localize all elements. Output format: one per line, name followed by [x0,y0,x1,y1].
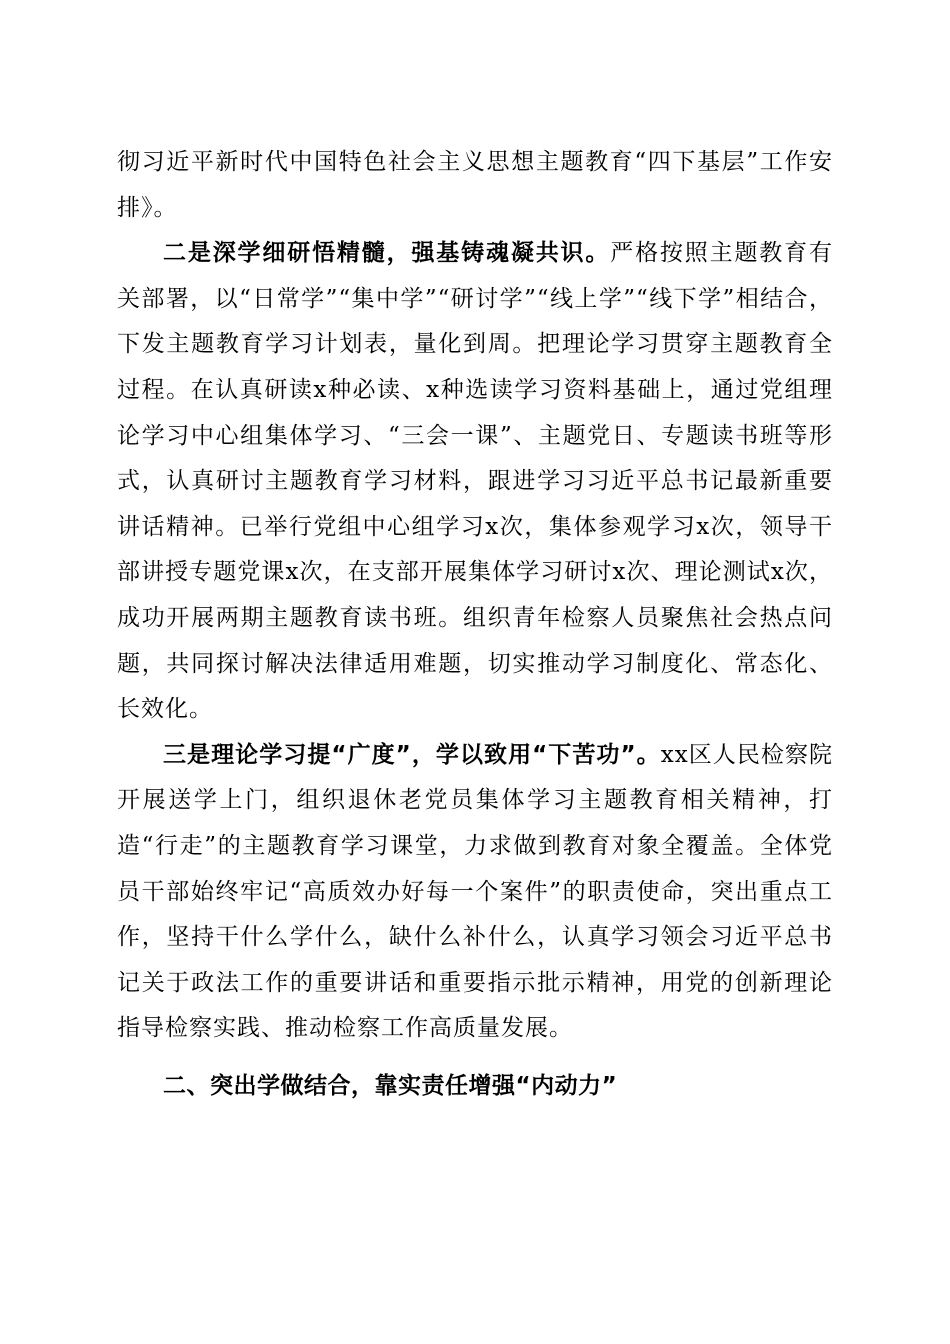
paragraph-body: xx区人民检察院开展送学上门，组织退休老党员集体学习主题教育相关精神，打造“行走”的主题教育学习课堂，力求做到教育对象全覆盖。全体党员干部始终牢记“高质效办好每一个案件”的职责使命，突出重点工作，坚持干什么学什么，缺什么补什么，认真学习领会习近平总书记关于政法工作的重要讲话和重要指示批示精神，用党的创新理论指导检察实践、推动检察工作高质量发展。 [117,741,833,1042]
paragraph-continued: 彻习近平新时代中国特色社会主义思想主题教育“四下基层”工作安排》。 [117,149,833,221]
paragraph-deep-study [117,231,833,733]
paragraph-body: 严格按照主题教育有关部署，以“日常学”“集中学”“研讨学”“线上学”“线下学”相结合，下发主题教育学习计划表，量化到周。把理论学习贯穿主题教育全过程。在认真研读x种必读、x种选读学习资料基础上，通过党组理论学习中心组集体学习、“三会一课”、主题党日、专题读书班等形式，认真研讨主题教育学习材料，跟进学习习近平总书记最新重要讲话精神。已举行党组中心组学习x次，集体参观学习x次，领导干部讲授专题党课x次，在支部开展集体学习研讨x次、理论测试x次，成功开展两期主题教育读书班。组织青年检察人员聚焦社会热点问题，共同探讨解决法律适用难题，切实推动学习制度化、常态化、长效化。 [117,240,834,723]
paragraph-lead: 三是理论学习提“广度”，学以致用“下苦功”。 [163,741,661,768]
section-heading: 二、突出学做结合，靠实责任增强“内动力” [163,1072,618,1099]
paragraph-theory-study [117,733,833,1052]
paragraph-lead: 二是深学细研悟精髓，强基铸魂凝共识。 [163,240,611,267]
document-page [117,140,833,1109]
